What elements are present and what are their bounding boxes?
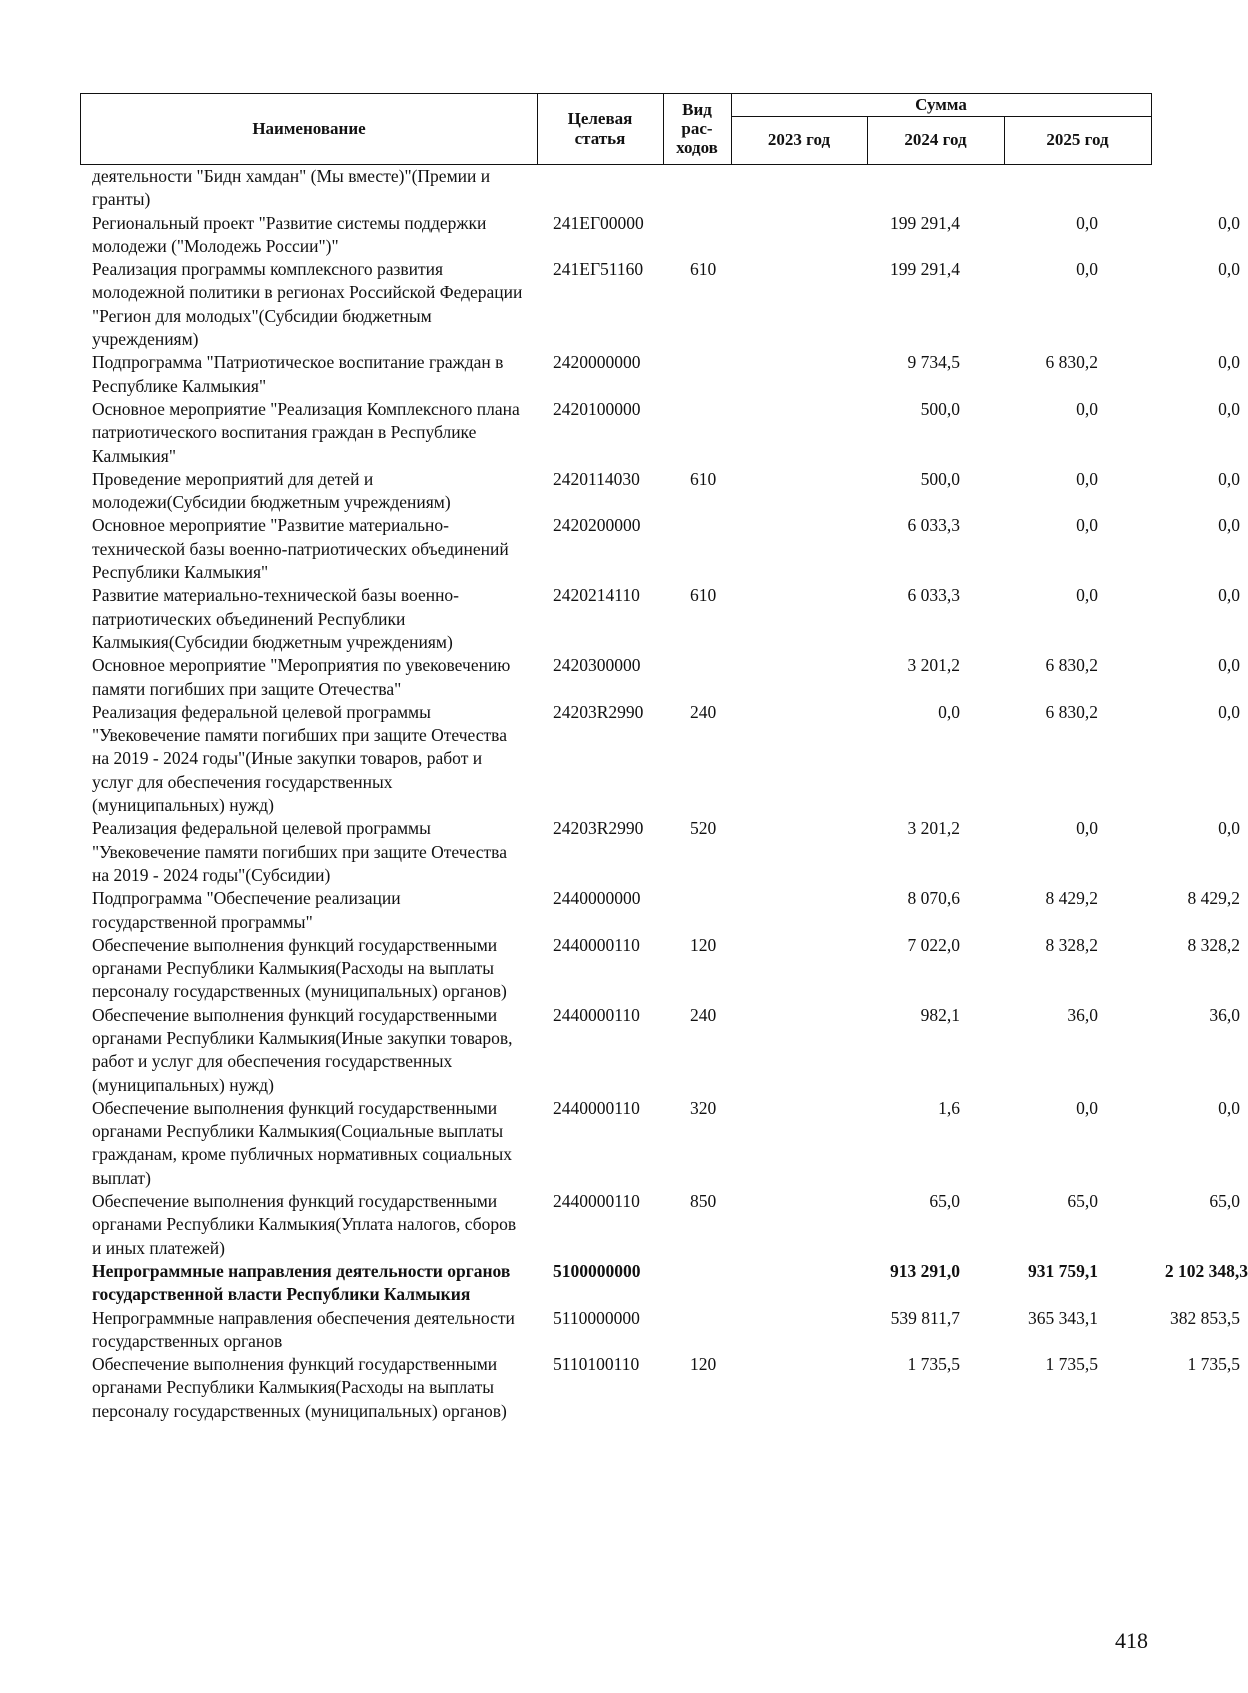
row-sum-2023: 500,0 — [920, 468, 960, 489]
row-sum-2024: 6 830,2 — [1045, 352, 1098, 373]
row-expense-kind: 610 — [690, 259, 717, 280]
row-expense-kind: 240 — [690, 1004, 717, 1025]
row-sum-2023: 500,0 — [920, 398, 960, 419]
row-sum-2024: 6 830,2 — [1045, 655, 1098, 676]
row-sum-2024: 1 735,5 — [1045, 1354, 1098, 1375]
table-row — [80, 468, 1240, 515]
row-expense-kind: 610 — [690, 585, 717, 606]
row-sum-2025: 0,0 — [1218, 212, 1240, 233]
row-name: деятельности "Бидн хамдан" (Мы вместе)"(Премии и гранты) — [92, 166, 491, 210]
table-body — [80, 165, 1248, 1423]
table-row — [80, 584, 1240, 654]
row-sum-2023: 1,6 — [938, 1097, 960, 1118]
table-header — [80, 93, 1152, 165]
row-sum-2025: 36,0 — [1209, 1004, 1240, 1025]
row-sum-2024: 0,0 — [1076, 515, 1098, 536]
row-target-code: 241ЕГ51160 — [553, 259, 644, 280]
row-sum-2024: 931 759,1 — [1028, 1260, 1098, 1281]
row-sum-2025: 0,0 — [1218, 468, 1240, 489]
row-expense-kind: 850 — [690, 1191, 717, 1212]
row-name: Подпрограмма "Обеспечение реализации государственной программы" — [92, 888, 401, 932]
header-kind-line2: рас- — [681, 119, 713, 138]
row-sum-2023: 1 735,5 — [907, 1354, 960, 1375]
row-sum-2025: 0,0 — [1218, 515, 1240, 536]
table-row — [80, 398, 1240, 468]
row-sum-2025: 0,0 — [1218, 818, 1240, 839]
table-row — [80, 1004, 1240, 1097]
row-target-code: 5110100110 — [553, 1354, 640, 1375]
row-sum-2025: 0,0 — [1218, 398, 1240, 419]
row-sum-2023: 6 033,3 — [907, 585, 960, 606]
row-name: Основное мероприятие "Развитие материально-технической базы военно-патриотических объединений Республики Калмыкия" — [92, 515, 509, 583]
table-row — [80, 165, 1152, 212]
row-name: Региональный проект "Развитие системы поддержки молодежи ("Молодежь России")" — [92, 212, 487, 256]
table-row — [80, 701, 1240, 817]
row-sum-2024: 0,0 — [1076, 1097, 1098, 1118]
table-row — [80, 887, 1240, 934]
row-expense-kind: 120 — [690, 1354, 717, 1375]
header-name: Наименование — [252, 118, 366, 138]
row-target-code: 2440000110 — [553, 1191, 640, 1212]
header-target — [537, 94, 663, 163]
row-target-code: 2420214110 — [553, 585, 640, 606]
row-sum-2025: 8 328,2 — [1187, 934, 1240, 955]
table-row — [80, 1260, 1248, 1307]
row-sum-2024: 0,0 — [1076, 259, 1098, 280]
page-number: 418 — [1115, 1628, 1148, 1653]
table-row — [80, 654, 1240, 701]
table-row — [80, 258, 1240, 351]
row-sum-2025: 0,0 — [1218, 701, 1240, 722]
row-sum-2023: 9 734,5 — [907, 352, 960, 373]
row-name: Обеспечение выполнения функций государственными органами Республики Калмыкия(Иные закупки товаров, работ и услуг для обеспечения государственных (муниципальных) нужд) — [92, 1004, 513, 1095]
row-target-code: 24203R2990 — [553, 701, 644, 722]
row-sum-2023: 3 201,2 — [907, 818, 960, 839]
row-sum-2024: 365 343,1 — [1028, 1307, 1098, 1328]
row-target-code: 2420114030 — [553, 468, 640, 489]
row-expense-kind: 320 — [690, 1097, 717, 1118]
header-target-line2: статья — [574, 128, 626, 148]
table-row — [80, 514, 1240, 584]
row-sum-2023: 65,0 — [929, 1191, 960, 1212]
row-target-code: 5110000000 — [553, 1307, 640, 1328]
row-target-code: 2420000000 — [553, 352, 641, 373]
row-target-code: 5100000000 — [553, 1260, 641, 1281]
row-sum-2023: 3 201,2 — [907, 655, 960, 676]
row-name: Основное мероприятие "Мероприятия по увековечению памяти погибших при защите Отечества" — [92, 655, 511, 699]
row-sum-2025: 65,0 — [1209, 1191, 1240, 1212]
header-kind-line1: Вид — [682, 100, 712, 119]
row-name: Обеспечение выполнения функций государственными органами Республики Калмыкия(Расходы на выплаты персоналу государственных (муниципальных) органов) — [92, 1354, 507, 1421]
row-sum-2025: 0,0 — [1218, 259, 1240, 280]
row-sum-2023: 199 291,4 — [890, 259, 960, 280]
table-row — [80, 212, 1240, 259]
row-sum-2025: 382 853,5 — [1170, 1307, 1240, 1328]
row-sum-2023: 6 033,3 — [907, 515, 960, 536]
header-year-2025: 2025 год — [1046, 129, 1109, 149]
row-sum-2024: 36,0 — [1067, 1004, 1098, 1025]
row-expense-kind: 520 — [690, 818, 717, 839]
header-sum: Сумма — [915, 95, 967, 114]
row-expense-kind: 610 — [690, 468, 717, 489]
row-sum-2025: 1 735,5 — [1187, 1354, 1240, 1375]
header-kind-line3: ходов — [676, 138, 718, 157]
row-sum-2023: 8 070,6 — [907, 888, 960, 909]
row-sum-2024: 6 830,2 — [1045, 701, 1098, 722]
row-sum-2024: 0,0 — [1076, 468, 1098, 489]
header-target-line1: Целевая — [567, 108, 633, 128]
row-sum-2023: 199 291,4 — [890, 212, 960, 233]
row-sum-2024: 0,0 — [1076, 585, 1098, 606]
row-sum-2025: 8 429,2 — [1187, 888, 1240, 909]
row-sum-2025: 0,0 — [1218, 655, 1240, 676]
row-name: Обеспечение выполнения функций государственными органами Республики Калмыкия(Социальные выплаты гражданам, кроме публичных нормативных социальных выплат) — [92, 1097, 512, 1188]
row-sum-2024: 0,0 — [1076, 398, 1098, 419]
table-row — [80, 1190, 1240, 1260]
header-year-2023: 2023 год — [767, 129, 831, 149]
row-name: Проведение мероприятий для детей и молодежи(Субсидии бюджетным учреждениям) — [92, 468, 451, 513]
row-sum-2025: 0,0 — [1218, 585, 1240, 606]
row-target-code: 2420200000 — [553, 515, 641, 536]
row-expense-kind: 120 — [690, 934, 717, 955]
table-row — [80, 817, 1240, 887]
row-name: Основное мероприятие "Реализация Комплексного плана патриотического воспитания граждан в Республике Калмыкия" — [92, 398, 520, 466]
row-sum-2023: 7 022,0 — [907, 934, 960, 955]
row-name: Реализация программы комплексного развития молодежной политики в регионах Российской Федерации "Регион для молодых"(Субсидии бюджетным учреждениям) — [92, 259, 523, 350]
row-name: Обеспечение выполнения функций государственными органами Республики Калмыкия(Расходы на выплаты персоналу государственных (муниципальных) органов) — [92, 934, 507, 1002]
row-target-code: 2440000110 — [553, 1004, 640, 1025]
table-row — [80, 1307, 1240, 1354]
header-kind — [663, 94, 731, 163]
row-name: Реализация федеральной целевой программы "Увековечение памяти погибших при защите Отечества на 2019 - 2024 годы"(Субсидии) — [92, 818, 507, 885]
row-sum-2023: 539 811,7 — [890, 1307, 960, 1328]
row-target-code: 2440000110 — [553, 1097, 640, 1118]
row-target-code: 2420100000 — [553, 398, 641, 419]
table-row — [80, 934, 1240, 1004]
row-target-code: 2440000110 — [553, 934, 640, 955]
row-sum-2024: 0,0 — [1076, 818, 1098, 839]
row-sum-2025: 0,0 — [1218, 352, 1240, 373]
row-name: Непрограммные направления деятельности органов государственной власти Республики Калмыкия — [92, 1260, 511, 1305]
row-target-code: 241ЕГ00000 — [553, 212, 644, 233]
row-target-code: 2440000000 — [553, 888, 641, 909]
row-sum-2023: 982,1 — [920, 1004, 960, 1025]
header-year-2024: 2024 год — [904, 129, 967, 149]
row-sum-2025: 0,0 — [1218, 1097, 1240, 1118]
row-name: Реализация федеральной целевой программы "Увековечение памяти погибших при защите Отечества на 2019 - 2024 годы"(Иные закупки товаров, работ и услуг для обеспечения государственных (муниципальных) нужд) — [92, 701, 507, 816]
row-target-code: 2420300000 — [553, 655, 641, 676]
row-sum-2025: 2 102 348,3 — [1164, 1260, 1248, 1281]
table-row — [80, 351, 1240, 398]
row-name: Непрограммные направления обеспечения деятельности государственных органов — [92, 1307, 515, 1351]
row-sum-2024: 65,0 — [1067, 1191, 1098, 1212]
row-sum-2024: 8 328,2 — [1045, 934, 1098, 955]
table-row — [80, 1353, 1240, 1423]
row-sum-2024: 0,0 — [1076, 212, 1098, 233]
row-sum-2023: 913 291,0 — [890, 1260, 960, 1281]
row-target-code: 24203R2990 — [553, 818, 644, 839]
row-sum-2023: 0,0 — [938, 701, 960, 722]
row-expense-kind: 240 — [690, 701, 717, 722]
row-name: Обеспечение выполнения функций государственными органами Республики Калмыкия(Уплата налогов, сборов и иных платежей) — [92, 1191, 517, 1258]
table-row — [80, 1097, 1240, 1190]
row-name: Подпрограмма "Патриотическое воспитание граждан в Республике Калмыкия" — [92, 352, 504, 396]
row-sum-2024: 8 429,2 — [1045, 888, 1098, 909]
row-name: Развитие материально-технической базы военно-патриотических объединений Республики Калмыкия(Субсидии бюджетным учреждениям) — [92, 585, 460, 652]
